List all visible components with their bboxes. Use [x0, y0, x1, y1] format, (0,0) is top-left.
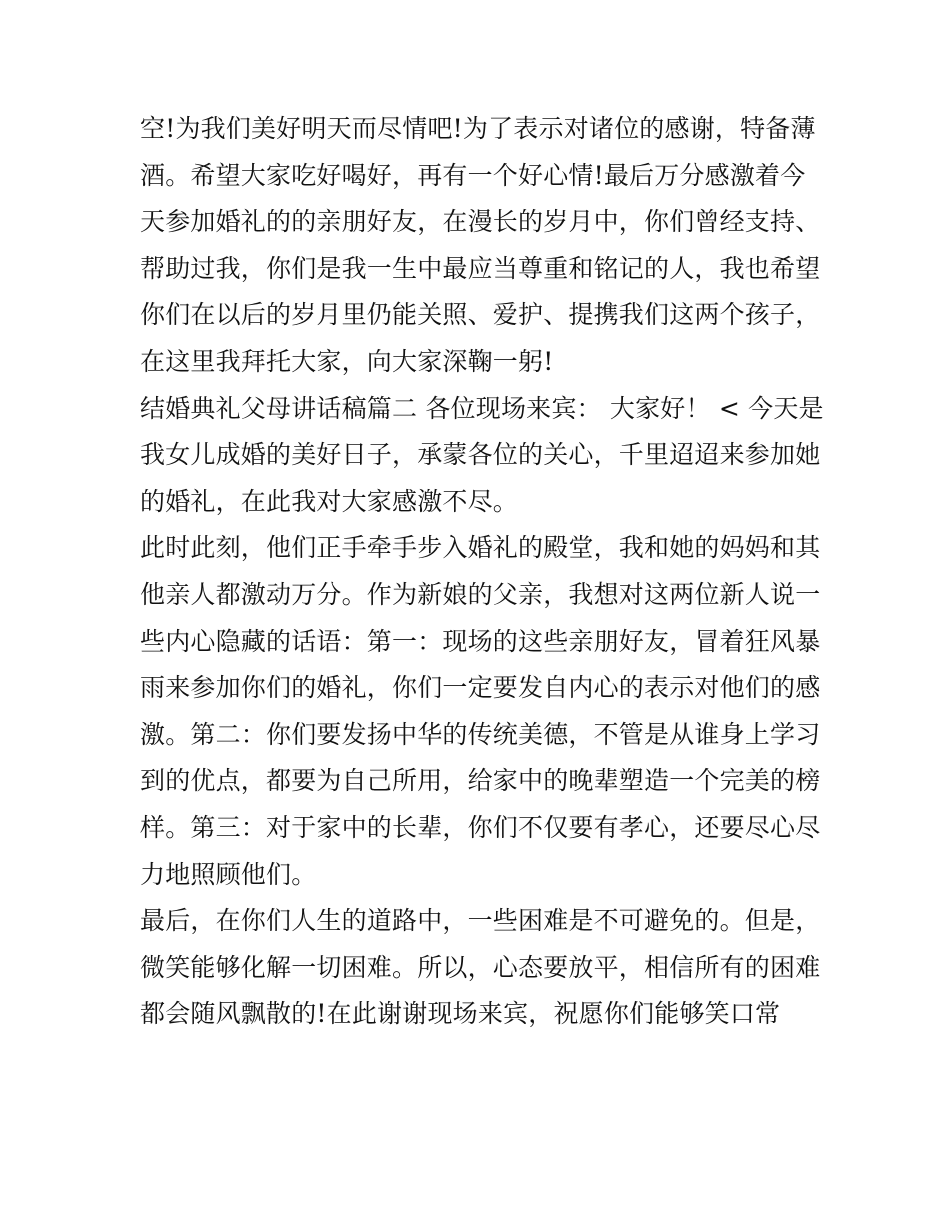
text-line: 你们在以后的岁月里仍能关照、爱护、提携我们这两个孩子， — [140, 300, 821, 330]
text-line: 雨来参加你们的婚礼，你们一定要发自内心的表示对他们的感 — [140, 673, 821, 703]
text-line: 到的优点，都要为自己所用，给家中的晚辈塑造一个完美的榜 — [140, 766, 821, 796]
text-line: 都会随风飘散的!在此谢谢现场来宾，祝愿你们能够笑口常 — [140, 999, 781, 1029]
text-line: 我女儿成婚的美好日子，承蒙各位的关心，千里迢迢来参加她 — [140, 440, 821, 470]
text-line: 些内心隐藏的话语：第一：现场的这些亲朋好友，冒着狂风暴 — [140, 626, 821, 656]
text-line: 样。第三：对于家中的长辈，你们不仅要有孝心，还要尽心尽 — [140, 812, 821, 842]
text-line: 帮助过我，你们是我一生中最应当尊重和铭记的人，我也希望 — [140, 253, 821, 283]
text-line: 的婚礼，在此我对大家感激不尽。 — [140, 486, 519, 516]
text-line: 天参加婚礼的的亲朋好友，在漫长的岁月中，你们曾经支持、 — [140, 207, 821, 237]
text-line: 激。第二：你们要发扬中华的传统美德，不管是从谁身上学习 — [140, 719, 821, 749]
text-line: 在这里我拜托大家，向大家深鞠一躬! — [140, 346, 554, 376]
text-line: 酒。希望大家吃好喝好，再有一个好心情!最后万分感激着今 — [140, 160, 806, 190]
text-line: 最后，在你们人生的道路中，一些困难是不可避免的。但是， — [140, 906, 821, 936]
section-heading-line: 结婚典礼父母讲话稿篇二 各位现场来宾： 大家好！ < 今天是 — [140, 393, 824, 423]
document-body — [140, 106, 824, 1038]
text-line: 此时此刻，他们正手牵手步入婚礼的殿堂，我和她的妈妈和其 — [140, 533, 821, 563]
text-line: 微笑能够化解一切困难。所以，心态要放平，相信所有的困难 — [140, 952, 821, 982]
text-line: 空!为我们美好明天而尽情吧!为了表示对诸位的感谢，特备薄 — [140, 114, 816, 143]
text-line: 他亲人都激动万分。作为新娘的父亲，我想对这两位新人说一 — [140, 579, 821, 609]
text-line: 力地照顾他们。 — [140, 859, 317, 889]
